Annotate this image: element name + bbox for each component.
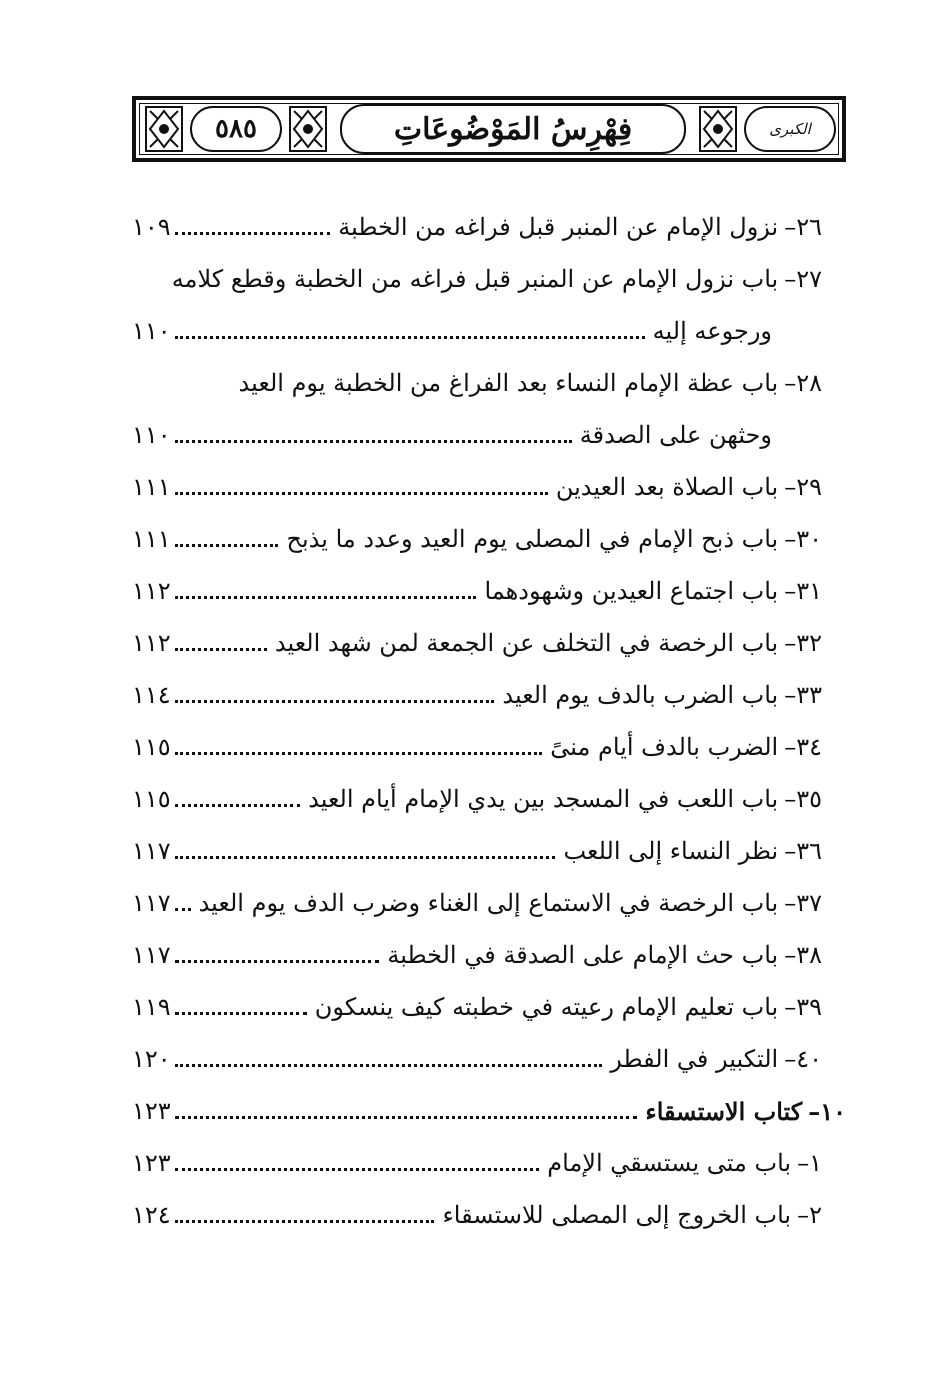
leader-dots bbox=[175, 752, 543, 755]
leader-dots bbox=[175, 804, 300, 807]
chapter-number: ١٠– bbox=[808, 1097, 846, 1127]
leader-dots bbox=[175, 1012, 307, 1015]
toc-entry-continuation[interactable] bbox=[132, 398, 822, 450]
entry-number: ٢٦– bbox=[784, 213, 822, 242]
entry-title: وحثهن على الصدقة bbox=[579, 421, 772, 450]
entry-page: ١٢٣ bbox=[132, 1097, 171, 1126]
toc-entry-continuation[interactable] bbox=[132, 294, 822, 346]
page-title: فِهْرِسُ المَوْضُوعَاتِ bbox=[340, 104, 686, 154]
entry-number: ٣٥– bbox=[784, 785, 822, 814]
entry-page: ١١٩ bbox=[132, 993, 171, 1022]
entry-title: باب الضرب بالدف يوم العيد bbox=[502, 681, 779, 710]
entry-number: ٢– bbox=[797, 1201, 822, 1230]
entry-title: باب الرخصة في الاستماع إلى الغناء وضرب الدف يوم العيد bbox=[198, 889, 779, 918]
entry-number: ٢٧– bbox=[784, 265, 822, 294]
leader-dots bbox=[175, 1116, 638, 1119]
entry-title: باب اجتماع العيدين وشهودهما bbox=[484, 577, 779, 606]
entry-page: ١١١ bbox=[132, 525, 171, 554]
entry-page: ١٢٣ bbox=[132, 1149, 171, 1178]
leader-dots bbox=[175, 960, 380, 963]
entry-number: ٣٧– bbox=[784, 889, 822, 918]
entry-title: التكبير في الفطر bbox=[610, 1045, 779, 1074]
leader-dots bbox=[175, 908, 191, 911]
leader-dots bbox=[175, 232, 331, 235]
entry-number: ١– bbox=[797, 1149, 822, 1178]
toc-entry[interactable] bbox=[132, 918, 822, 970]
entry-title: باب متى يستسقي الإمام bbox=[547, 1149, 792, 1178]
entry-number: ٣١– bbox=[784, 577, 822, 606]
entry-page: ١٠٩ bbox=[132, 213, 171, 242]
toc-entry[interactable] bbox=[132, 970, 822, 1022]
toc-entry[interactable] bbox=[132, 1126, 822, 1178]
leader-dots bbox=[175, 1064, 603, 1067]
entry-page: ١٢٠ bbox=[132, 1045, 171, 1074]
leader-dots bbox=[175, 700, 495, 703]
toc-entry[interactable] bbox=[132, 814, 822, 866]
toc-entry[interactable] bbox=[132, 606, 822, 658]
entry-page: ١١٥ bbox=[132, 785, 171, 814]
entry-title: باب الخروج إلى المصلى للاستسقاء bbox=[442, 1201, 792, 1230]
toc-entry[interactable] bbox=[132, 1022, 822, 1074]
entry-number: ٣٣– bbox=[784, 681, 822, 710]
entry-number: ٣٤– bbox=[784, 733, 822, 762]
entry-page: ١١١ bbox=[132, 473, 171, 502]
toc-entry[interactable] bbox=[132, 866, 822, 918]
entry-page: ١١٠ bbox=[132, 317, 171, 346]
entry-title: باب اللعب في المسجد بين يدي الإمام أيام العيد bbox=[308, 785, 779, 814]
leader-dots bbox=[175, 596, 477, 599]
entry-title: ورجوعه إليه bbox=[652, 317, 772, 346]
page-number: ٥٨٥ bbox=[190, 106, 282, 152]
toc-entry[interactable] bbox=[132, 762, 822, 814]
toc-entry[interactable] bbox=[132, 242, 822, 294]
entry-title: نزول الإمام عن المنبر قبل فراغه من الخطبة bbox=[338, 213, 779, 242]
leader-dots bbox=[175, 648, 267, 651]
entry-number: ٣٦– bbox=[784, 837, 822, 866]
toc-entry[interactable] bbox=[132, 450, 822, 502]
leader-dots bbox=[175, 492, 548, 495]
entry-page: ١١٠ bbox=[132, 421, 171, 450]
leader-dots bbox=[175, 544, 279, 547]
toc-chapter-heading[interactable] bbox=[132, 1074, 846, 1126]
toc-entry[interactable] bbox=[132, 346, 822, 398]
entry-page: ١١٥ bbox=[132, 733, 171, 762]
book-logo: الكبرى bbox=[744, 106, 836, 152]
entry-number: ٣٢– bbox=[784, 629, 822, 658]
toc-entry[interactable] bbox=[132, 554, 822, 606]
entry-number: ٤٠– bbox=[784, 1045, 822, 1074]
leader-dots bbox=[175, 336, 645, 339]
entry-number: ٢٨– bbox=[784, 369, 822, 398]
entry-page: ١١٧ bbox=[132, 941, 171, 970]
entry-number: ٢٩– bbox=[784, 473, 822, 502]
entry-title: نظر النساء إلى اللعب bbox=[563, 837, 779, 866]
entry-title: باب ذبح الإمام في المصلى يوم العيد وعدد ما يذبح bbox=[286, 525, 779, 554]
toc-entry[interactable] bbox=[132, 658, 822, 710]
entry-title: باب الرخصة في التخلف عن الجمعة لمن شهد العيد bbox=[274, 629, 779, 658]
toc-entry[interactable] bbox=[132, 190, 822, 242]
entry-title: باب تعليم الإمام رعيته في خطبته كيف ينسكون bbox=[314, 993, 779, 1022]
entry-page: ١١٧ bbox=[132, 837, 171, 866]
entry-title: باب نزول الإمام عن المنبر قبل فراغه من الخطبة وقطع كلامه bbox=[171, 265, 779, 294]
entry-number: ٣٠– bbox=[784, 525, 822, 554]
entry-title: الضرب بالدف أيام منىً bbox=[550, 733, 779, 762]
entry-page: ١١٧ bbox=[132, 889, 171, 918]
toc-entry[interactable] bbox=[132, 502, 822, 554]
entry-page: ١١٢ bbox=[132, 577, 171, 606]
chapter-title: كتاب الاستسقاء bbox=[645, 1097, 803, 1127]
entry-number: ٣٩– bbox=[784, 993, 822, 1022]
leader-dots bbox=[175, 1220, 435, 1223]
entry-page: ١١٤ bbox=[132, 681, 171, 710]
leader-dots bbox=[175, 1168, 540, 1171]
toc-entry[interactable] bbox=[132, 710, 822, 762]
leader-dots bbox=[175, 856, 556, 859]
entry-page: ١١٢ bbox=[132, 629, 171, 658]
leader-dots bbox=[175, 440, 572, 443]
entry-number: ٣٨– bbox=[784, 941, 822, 970]
toc-entry[interactable] bbox=[132, 1178, 822, 1230]
entry-page: ١٢٤ bbox=[132, 1201, 171, 1230]
entry-title: باب عظة الإمام النساء بعد الفراغ من الخطبة يوم العيد bbox=[238, 369, 779, 398]
entry-title: باب حث الإمام على الصدقة في الخطبة bbox=[387, 941, 779, 970]
entry-title: باب الصلاة بعد العيدين bbox=[555, 473, 779, 502]
